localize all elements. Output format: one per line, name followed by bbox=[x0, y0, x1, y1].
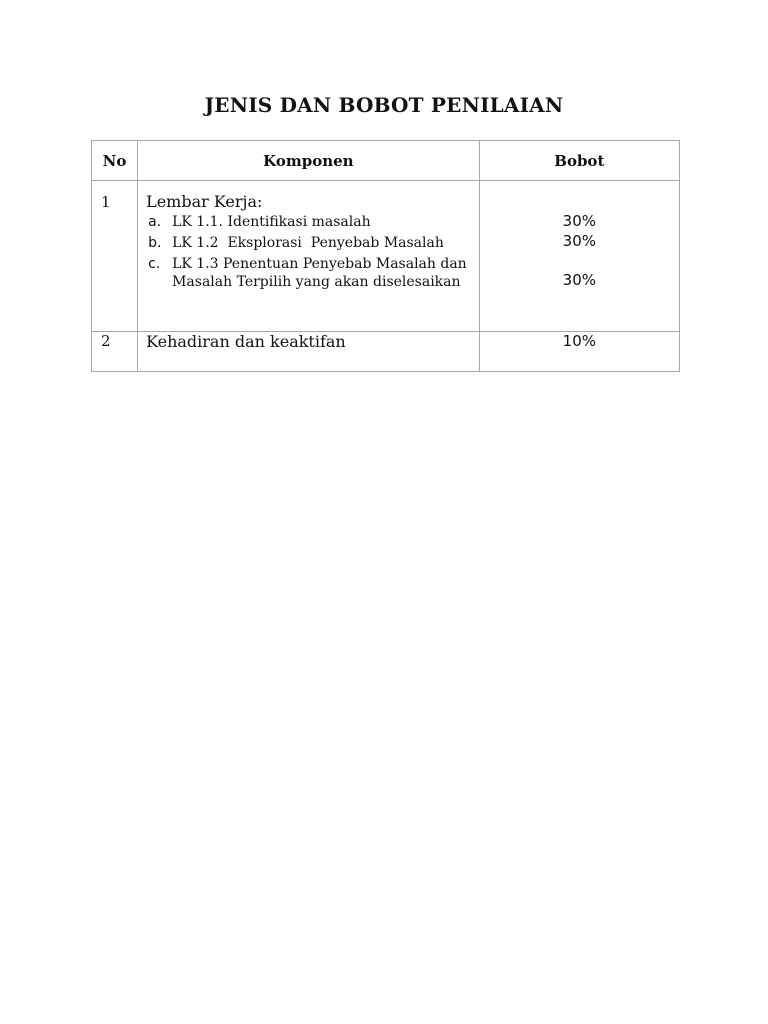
table-header-row bbox=[92, 141, 680, 181]
table-row bbox=[92, 181, 680, 332]
list-item bbox=[146, 213, 479, 231]
header-no: No bbox=[92, 141, 138, 181]
list-item bbox=[146, 234, 479, 252]
list-item-text: LK 1.2 Eksplorasi Penyebab Masalah bbox=[172, 235, 444, 251]
component-sublist bbox=[146, 213, 479, 291]
weight-value: 30% bbox=[562, 271, 596, 289]
component-cell bbox=[138, 181, 480, 332]
row-number: 2 bbox=[92, 332, 138, 372]
list-marker: b. bbox=[148, 235, 162, 251]
component-label: Kehadiran dan keaktifan bbox=[138, 332, 480, 372]
row-number: 1 bbox=[92, 181, 138, 332]
weight-value: 30% bbox=[562, 232, 596, 250]
component-label: Lembar Kerja: bbox=[146, 192, 263, 211]
list-item bbox=[146, 255, 479, 291]
grading-table bbox=[91, 140, 680, 372]
list-item-text: LK 1.3 Penentuan Penyebab Masalah dan Masalah Terpilih yang akan diselesaikan bbox=[172, 256, 472, 290]
page-title: JENIS DAN BOBOT PENILAIAN bbox=[204, 93, 564, 117]
header-bobot: Bobot bbox=[479, 141, 679, 181]
list-item-text: LK 1.1. Identifikasi masalah bbox=[172, 214, 371, 230]
weight-cell bbox=[479, 181, 679, 332]
table-row bbox=[92, 332, 680, 372]
list-marker: c. bbox=[148, 256, 161, 272]
header-komponen: Komponen bbox=[138, 141, 480, 181]
list-marker: a. bbox=[148, 214, 162, 230]
weight-value: 30% bbox=[562, 212, 596, 230]
weight-value: 10% bbox=[479, 332, 679, 372]
